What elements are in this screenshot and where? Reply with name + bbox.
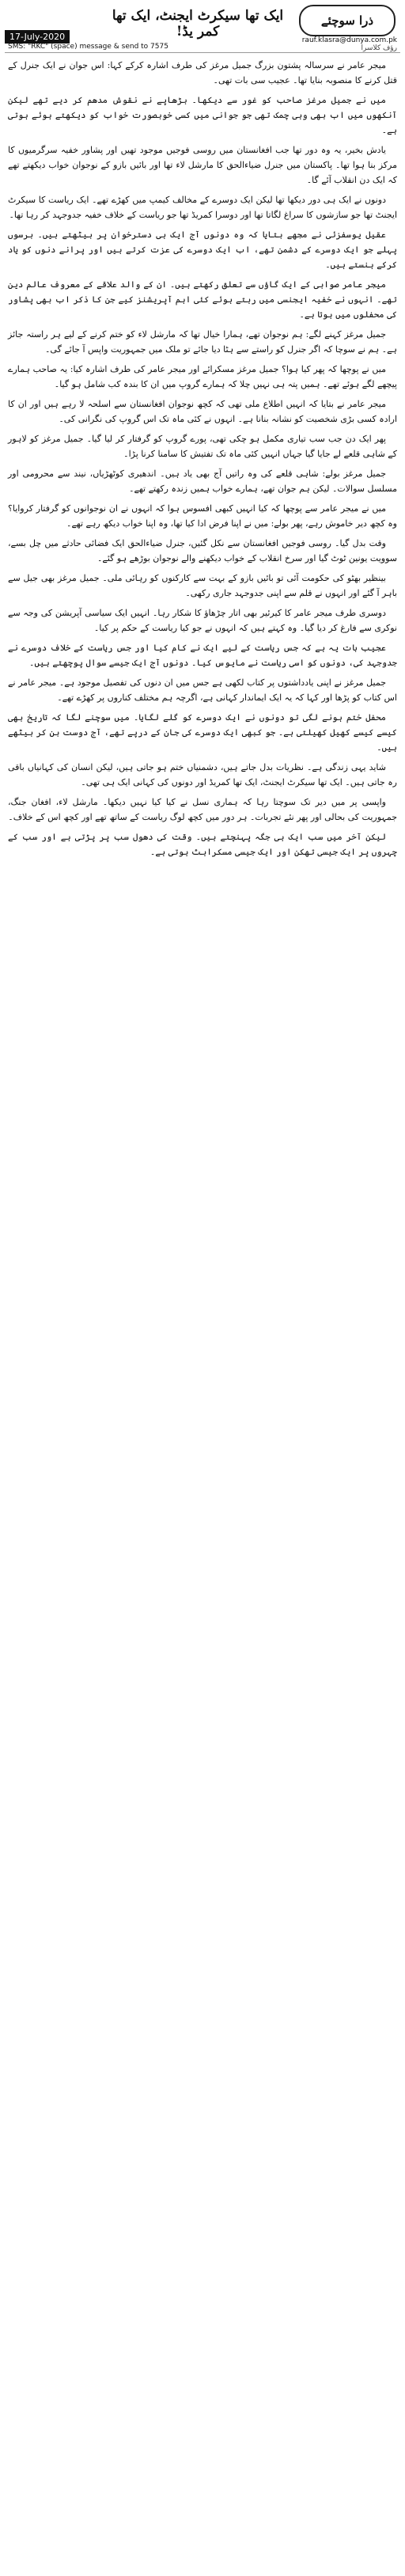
author-byline: رؤف کلاسرا [361, 44, 397, 52]
article-paragraph: جمیل مرغز نے اپنی یادداشتوں پر کتاب لکھی ہے جس میں ان دنوں کی تفصیل موجود ہے۔ میجر عامر نے اس کتاب کو پڑھا اور کہا کہ یہ ایک ایماندار کہانی ہے، اگرچہ ہم مختلف کناروں پر کھڑے تھے۔ [8, 677, 397, 703]
article-paragraph: عجیب بات یہ ہے کہ جس ریاست کے لیے ایک نے کام کیا اور جس ریاست کے خلاف دوسرے نے جدوجہد کی، دونوں کو اسی ریاست نے مایوس کیا۔ دونوں آج ایک جیسے سوال پوچھتے ہیں۔ [8, 643, 397, 668]
column-logo: ذرا سوچئے [299, 5, 396, 36]
article-paragraph: میں نے میجر عامر سے پوچھا کہ کیا انہیں کبھی افسوس ہوا کہ انہوں نے ان نوجوانوں کو گرفتار کروایا؟ وہ کچھ دیر خاموش رہے، پھر بولے: میں نے اپنا فرض ادا کیا تھا، وہ اپنا خواب دیکھ رہے تھے۔ [8, 503, 397, 529]
article-paragraph: میجر عامر نے بتایا کہ انہیں اطلاع ملی تھی کہ کچھ نوجوان افغانستان سے اسلحہ لا رہے ہیں اور ان کا ارادہ کسی بڑی شخصیت کو نشانہ بنانا ہے۔ انہوں نے کئی ماہ تک اس گروپ کی نگرانی کی۔ [8, 399, 397, 424]
article-paragraph: یادش بخیر، یہ وہ دور تھا جب افغانستان میں روسی فوجیں موجود تھیں اور پشاور خفیہ سرگرمیوں کا مرکز بنا ہوا تھا۔ پاکستان میں جنرل ضیاءالحق کا مارشل لاء تھا اور بائیں بازو کے نوجوان خواب دیکھتے تھے کہ ایک دن انقلاب آئے گا۔ [8, 145, 397, 185]
article-paragraph: جمیل مرغز بولے: شاہی قلعے کی وہ راتیں آج بھی یاد ہیں۔ اندھیری کوٹھڑیاں، نیند سے محرومی اور مسلسل سوالات۔ لیکن ہم جوان تھے، ہمارے خواب ہمیں زندہ رکھتے تھے۔ [8, 469, 397, 494]
article-paragraph: محفل ختم ہونے لگی تو دونوں نے ایک دوسرے کو گلے لگایا۔ میں سوچنے لگا کہ تاریخ بھی کیسے کیسے کھیل کھیلتی ہے۔ جو کبھی ایک دوسرے کی جان کے درپے تھے، آج دوست بن کر بیٹھے ہیں۔ [8, 712, 397, 753]
column-headline: ایک تھا سیکرٹ ایجنٹ، ایک تھا کمر یڈ! [112, 8, 284, 40]
article-paragraph: میں نے پوچھا کہ پھر کیا ہوا؟ جمیل مرغز مسکرائے اور میجر عامر کی طرف اشارہ کیا: یہ صاحب ہمارے پیچھے لگے ہوئے تھے۔ ہمیں پتہ ہی نہیں چلا کہ ہمارے گروپ میں ان کا بندہ کب شامل ہو گیا۔ [8, 364, 397, 389]
article-paragraph: دونوں نے ایک ہی دور دیکھا تھا لیکن ایک دوسرے کے مخالف کیمپ میں کھڑے تھے۔ ایک ریاست کا سیکرٹ ایجنٹ تھا جو سازشوں کا سراغ لگاتا تھا اور دوسرا کمریڈ تھا جو ریاست کے خلاف خفیہ جدوجہد کر رہا تھا۔ [8, 195, 397, 220]
column-masthead [5, 3, 400, 53]
article-body [5, 53, 400, 859]
article-paragraph: شاید یہی زندگی ہے۔ نظریات بدل جاتے ہیں، دشمنیاں ختم ہو جاتی ہیں، لیکن انسان کی کہانیاں باقی رہ جاتی ہیں۔ ایک تھا سیکرٹ ایجنٹ، ایک تھا کمریڈ اور دونوں کی کہانی ایک ہی تھی۔ [8, 762, 397, 787]
article-paragraph: دوسری طرف میجر عامر کا کیرئیر بھی اتار چڑھاؤ کا شکار رہا۔ انہیں ایک سیاسی آپریشن کی وجہ سے نوکری سے فارغ کر دیا گیا۔ وہ کہتے ہیں کہ انہوں نے جو کیا ریاست کے حکم پر کیا۔ [8, 608, 397, 633]
article-paragraph: میں نے جمیل مرغز صاحب کو غور سے دیکھا۔ بڑھاپے نے نقوش مدھم کر دیے تھے لیکن آنکھوں میں اب بھی وہی چمک تھی جو جوانی میں کسی خوبصورت خواب کو دیکھتے ہوئے ہوتی ہے۔ [8, 95, 397, 135]
article-paragraph: بینظیر بھٹو کی حکومت آئی تو بائیں بازو کے بہت سے کارکنوں کو رہائی ملی۔ جمیل مرغز بھی جیل سے باہر آ گئے اور انہوں نے قلم سے اپنی جدوجہد جاری رکھی۔ [8, 573, 397, 598]
article-paragraph: میجر عامر نے سرسالہ پشتون بزرگ جمیل مرغز کی طرف اشارہ کرکے کہا: اس جوان نے ایک جنرل کے قتل کرنے کا منصوبہ بنایا تھا۔ عجیب سی بات تھی۔ [8, 60, 397, 85]
article-paragraph: میجر عامر صوابی کے ایک گاؤں سے تعلق رکھتے ہیں۔ ان کے والد علاقے کے معروف عالم دین تھے۔ انہوں نے خفیہ ایجنسی میں رہتے ہوئے کئی اہم آپریشنز کیے جن کا ذکر اب بھی پشاور کی محفلوں میں ہوتا ہے۔ [8, 279, 397, 320]
author-email: rauf.klasra@dunya.com.pk [301, 36, 397, 44]
article-paragraph: پھر ایک دن جب سب تیاری مکمل ہو چکی تھی، پورے گروپ کو گرفتار کر لیا گیا۔ جمیل مرغز کو لاہور کے شاہی قلعے لے جایا گیا جہاں انہیں کئی ماہ تک تفتیش کا سامنا کرنا پڑا۔ [8, 434, 397, 459]
column-date: 17-July-2020 [5, 30, 70, 44]
sms-info: SMS: "RKC" (space) message & send to 7575 [8, 43, 168, 51]
article-paragraph: عقیل یوسفزئی نے مجھے بتایا کہ وہ دونوں آج ایک ہی دسترخوان پر بیٹھتے ہیں۔ برسوں پہلے جو ایک دوسرے کے دشمن تھے، اب ایک دوسرے کی عزت کرتے ہیں اور پرانے دنوں کو یاد کرکے ہنستے ہیں۔ [8, 230, 397, 270]
article-paragraph: جمیل مرغز کہنے لگے: ہم نوجوان تھے، ہمارا خیال تھا کہ مارشل لاء کو ختم کرنے کے لیے ہر راستہ جائز ہے۔ ہم نے سوچا کہ اگر جنرل کو راستے سے ہٹا دیا جائے تو ملک میں جمہوریت واپس آ جائے گی۔ [8, 329, 397, 355]
article-paragraph: لیکن آخر میں سب ایک ہی جگہ پہنچتے ہیں۔ وقت کی دھول سب پر پڑتی ہے اور سب کے چہروں پر ایک جیسی تھکن اور ایک جیسی مسکراہٹ ہوتی ہے۔ [8, 832, 397, 857]
article-paragraph: واپسی پر میں دیر تک سوچتا رہا کہ ہماری نسل نے کیا کیا نہیں دیکھا۔ مارشل لاء، افغان جنگ، جمہوریت کی بحالی اور پھر نئے تجربات۔ ہر دور میں کچھ لوگ ریاست کے ساتھ تھے اور کچھ اس کے خلاف۔ [8, 797, 397, 822]
article-paragraph: وقت بدل گیا۔ روسی فوجیں افغانستان سے نکل گئیں، جنرل ضیاءالحق ایک فضائی حادثے میں چل بسے، سوویت یونین ٹوٹ گیا اور سرخ انقلاب کے خواب دیکھنے والے نوجوان بوڑھے ہو گئے۔ [8, 538, 397, 563]
